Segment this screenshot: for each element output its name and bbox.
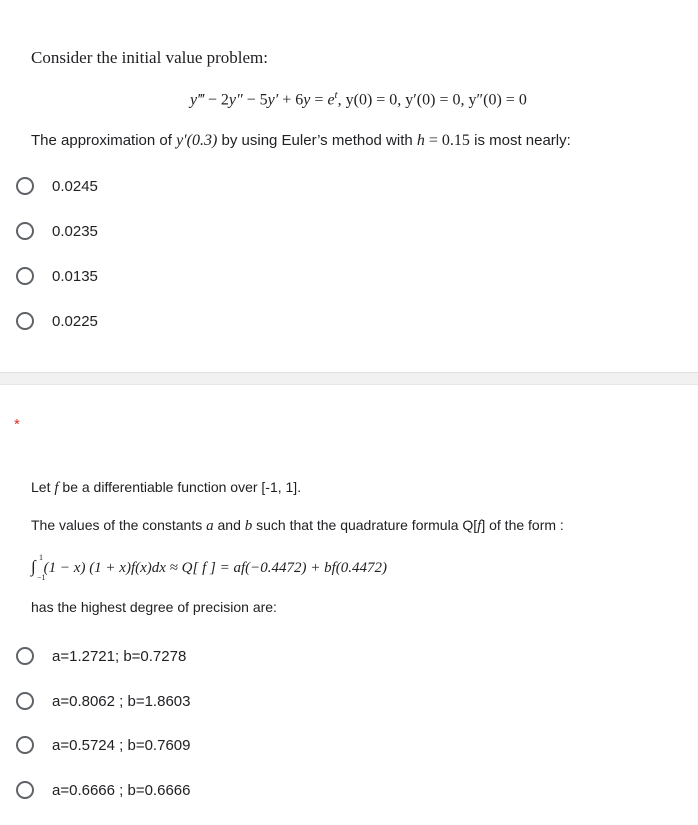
- radio-button[interactable]: [16, 736, 34, 754]
- q2-math-f: f: [477, 518, 482, 534]
- prompt-math-h-value: = 0.15: [424, 132, 470, 149]
- eq-rhs-base: e: [327, 91, 335, 109]
- q2-option-1[interactable]: [16, 642, 186, 670]
- option-label: 0.0245: [52, 177, 98, 195]
- q2-text: ] of the form :: [481, 517, 564, 533]
- option-label: a=1.2721; b=0.7278: [52, 647, 187, 665]
- prompt-math-target: y′(0.3): [176, 132, 218, 149]
- question-2-line-4: has the highest degree of precision are:: [31, 599, 277, 615]
- option-label: 0.0235: [52, 222, 98, 240]
- card-separator: [0, 372, 698, 385]
- q2-text: The values of the constants: [31, 517, 207, 533]
- prompt-math-h: h: [416, 132, 425, 149]
- option-label: 0.0135: [52, 267, 98, 285]
- q2-option-3[interactable]: [16, 731, 190, 759]
- q2-math-a: a: [206, 518, 214, 534]
- option-label: 0.0225: [52, 312, 98, 330]
- q1-option-3[interactable]: [16, 262, 98, 290]
- q2-text: and: [213, 517, 245, 533]
- eq-op-1: − 2: [203, 91, 229, 109]
- q2-math-f: f: [54, 480, 59, 496]
- radio-button[interactable]: [16, 267, 34, 285]
- option-label: a=0.8062 ; b=1.8603: [52, 692, 191, 710]
- question-2-line-2: [31, 517, 564, 535]
- q2-text: Let: [31, 479, 55, 495]
- eq-term-y1: y′: [267, 91, 279, 109]
- prompt-text-2: by using Euler’s method with: [217, 132, 417, 149]
- radio-button[interactable]: [16, 177, 34, 195]
- eq-term-y2: y″: [228, 91, 243, 109]
- eq-initial-conditions: , y(0) = 0, y′(0) = 0, y″(0) = 0: [337, 91, 527, 109]
- eq-term-y3: y‴: [190, 91, 204, 109]
- q2-option-2[interactable]: [16, 687, 190, 715]
- q1-option-1[interactable]: [16, 172, 98, 200]
- radio-button[interactable]: [16, 312, 34, 330]
- question-1-prompt: [31, 132, 571, 150]
- option-label: a=0.5724 ; b=0.7609: [52, 736, 191, 754]
- formula-body: (1 − x) (1 + x)f(x)dx ≈ Q[ f ] = af(−0.4472) + bf(0.4472): [43, 560, 388, 576]
- radio-button[interactable]: [16, 692, 34, 710]
- integral-sign: ∫ 1 −1: [31, 553, 46, 582]
- radio-button[interactable]: [16, 781, 34, 799]
- question-2-line-1: [31, 479, 301, 497]
- integral-upper-limit: 1: [39, 553, 43, 562]
- integral-lower-limit: −1: [37, 573, 46, 582]
- eq-op-3: + 6: [278, 91, 304, 109]
- q1-option-2[interactable]: [16, 217, 98, 245]
- q1-option-4[interactable]: [16, 307, 98, 335]
- required-marker: *: [14, 416, 20, 433]
- eq-op-2: − 5: [242, 91, 268, 109]
- eq-term-y: y: [303, 91, 311, 109]
- prompt-text-3: is most nearly:: [469, 132, 571, 149]
- eq-rhs-exponent: t: [334, 89, 338, 101]
- q2-option-4[interactable]: [16, 776, 190, 804]
- q2-text: such that the quadrature formula Q[: [252, 517, 478, 533]
- question-1-title: Consider the initial value problem:: [31, 48, 269, 67]
- radio-button[interactable]: [16, 647, 34, 665]
- prompt-text-1: The approximation of: [31, 132, 177, 149]
- quadrature-formula: [31, 553, 388, 582]
- q2-math-b: b: [244, 518, 253, 534]
- question-card-1: [0, 0, 694, 372]
- eq-equals: =: [310, 91, 328, 109]
- radio-button[interactable]: [16, 222, 34, 240]
- option-label: a=0.6666 ; b=0.6666: [52, 781, 191, 799]
- question-1-equation: [190, 89, 527, 109]
- q2-text: be a differentiable function over [-1, 1].: [58, 479, 302, 495]
